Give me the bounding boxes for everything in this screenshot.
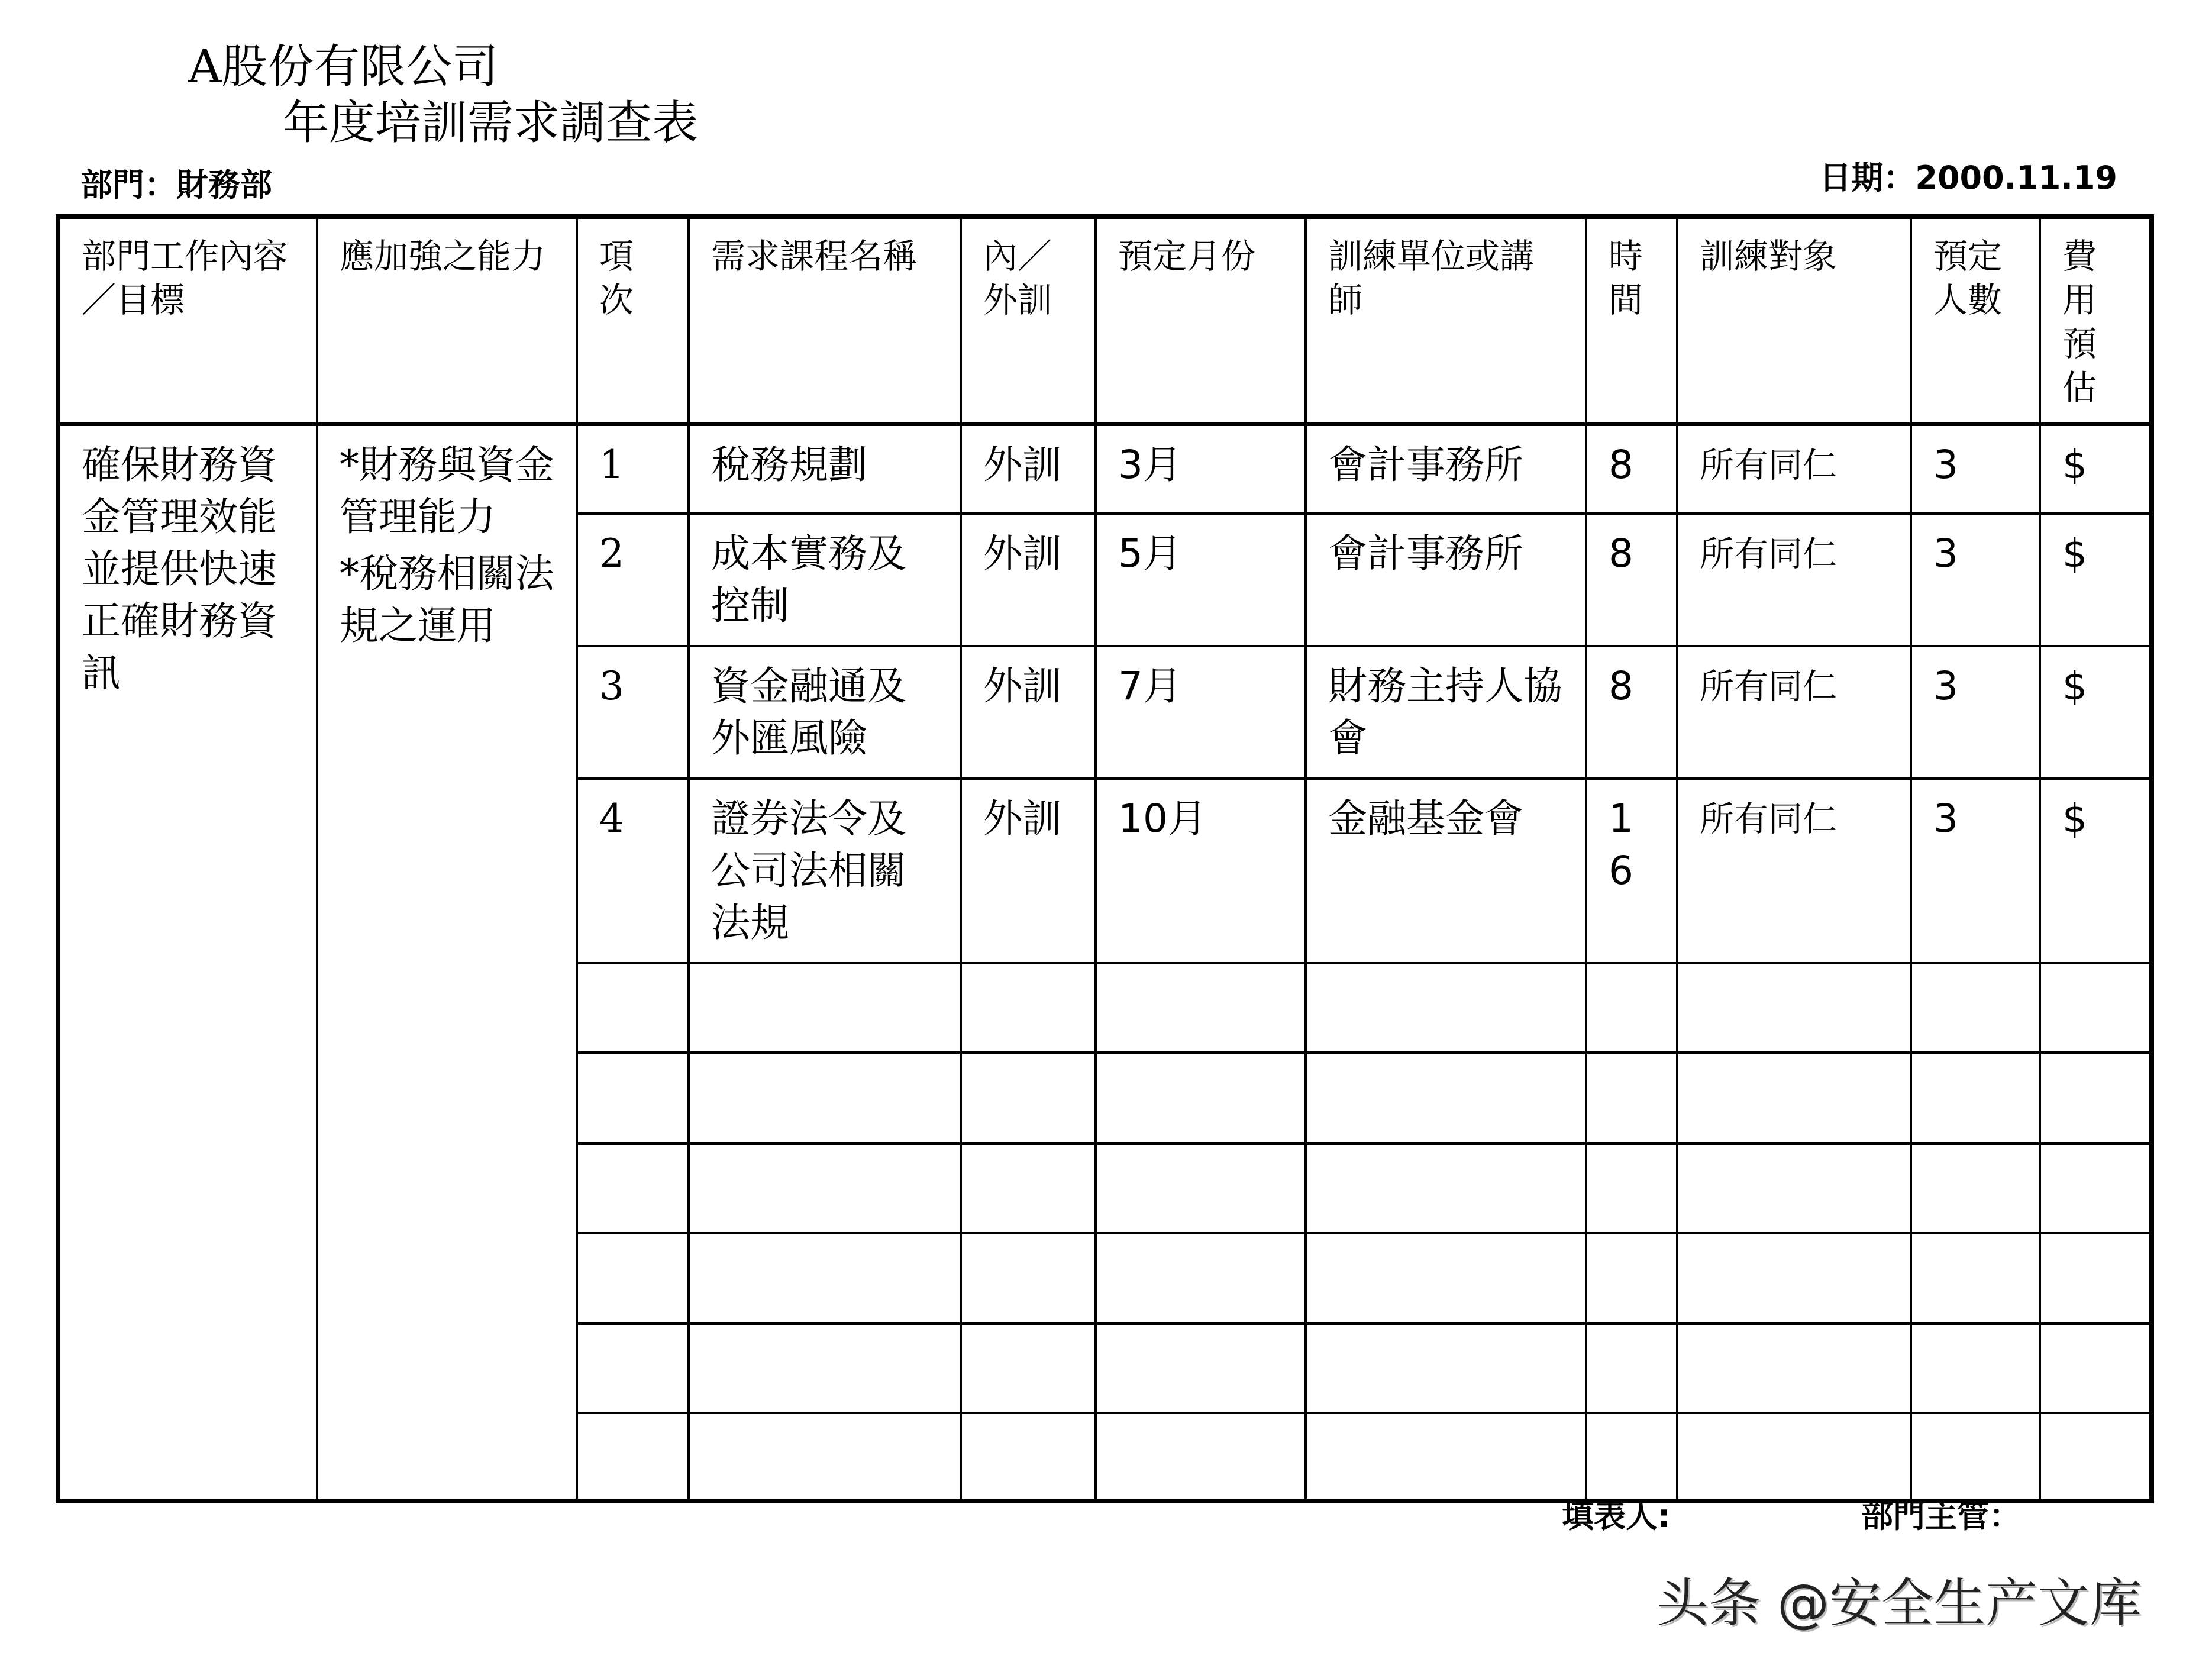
- no-cell: [577, 1413, 689, 1501]
- ability-item: *財務與資金管理能力: [340, 442, 554, 540]
- trainer-cell: [1306, 1413, 1586, 1501]
- trainer-cell: [1306, 1144, 1586, 1233]
- people-cell: 3: [1911, 646, 2040, 779]
- course-cell: [689, 1233, 961, 1324]
- trainer-cell: [1306, 1324, 1586, 1413]
- month-cell: 3月: [1096, 424, 1306, 514]
- target-cell: [1677, 1144, 1911, 1233]
- hours-cell: 8: [1586, 424, 1677, 514]
- course-cell: 成本實務及控制: [689, 514, 961, 646]
- target-cell: [1677, 1413, 1911, 1501]
- hours-cell: [1586, 1053, 1677, 1144]
- column-header: 部門工作內容／目標: [58, 217, 317, 424]
- cost-cell: [2040, 1144, 2152, 1233]
- column-header: 訓練單位或講師: [1306, 217, 1586, 424]
- trainer-cell: 財務主持人協會: [1306, 646, 1586, 779]
- no-cell: 3: [577, 646, 689, 779]
- type-cell: [961, 1233, 1096, 1324]
- target-cell: [1677, 1233, 1911, 1324]
- cost-cell: $: [2040, 646, 2152, 779]
- company-name: A股份有限公司: [188, 40, 499, 93]
- abilities-cell: [317, 424, 577, 1501]
- people-cell: 3: [1911, 779, 2040, 963]
- hours-cell: 16: [1586, 779, 1677, 963]
- trainer-cell: 金融基金會: [1306, 779, 1586, 963]
- column-header: 費用預估: [2040, 217, 2152, 424]
- table-row: [58, 424, 2152, 514]
- type-cell: [961, 1053, 1096, 1144]
- date-label: 日期：2000.11.19: [1819, 159, 2117, 196]
- column-header: 預定月份: [1096, 217, 1306, 424]
- type-cell: 外訓: [961, 514, 1096, 646]
- no-cell: 2: [577, 514, 689, 646]
- no-cell: [577, 1053, 689, 1144]
- goal-cell: 確保財務資金管理效能並提供快速正確財務資訊: [58, 424, 317, 1501]
- column-header: 應加強之能力: [317, 217, 577, 424]
- month-cell: 5月: [1096, 514, 1306, 646]
- type-cell: [961, 1144, 1096, 1233]
- target-cell: 所有同仁: [1677, 424, 1911, 514]
- manager-label: 部門主管：: [1861, 1497, 2021, 1535]
- month-cell: [1096, 1324, 1306, 1413]
- type-cell: 外訓: [961, 424, 1096, 514]
- target-cell: 所有同仁: [1677, 514, 1911, 646]
- no-cell: [577, 1324, 689, 1413]
- month-cell: 10月: [1096, 779, 1306, 963]
- filler-label: 填表人:: [1562, 1497, 1671, 1535]
- month-cell: [1096, 1053, 1306, 1144]
- course-cell: [689, 1324, 961, 1413]
- type-cell: [961, 1324, 1096, 1413]
- type-cell: 外訓: [961, 779, 1096, 963]
- target-cell: 所有同仁: [1677, 646, 1911, 779]
- course-cell: [689, 1144, 961, 1233]
- trainer-cell: 會計事務所: [1306, 514, 1586, 646]
- target-cell: [1677, 1324, 1911, 1413]
- course-cell: 稅務規劃: [689, 424, 961, 514]
- cost-cell: $: [2040, 424, 2152, 514]
- no-cell: [577, 1144, 689, 1233]
- hours-cell: [1586, 963, 1677, 1053]
- month-cell: [1096, 1233, 1306, 1324]
- target-cell: [1677, 963, 1911, 1053]
- no-cell: [577, 1233, 689, 1324]
- hours-cell: [1586, 1413, 1677, 1501]
- cost-cell: [2040, 1053, 2152, 1144]
- month-cell: 7月: [1096, 646, 1306, 779]
- course-cell: [689, 1053, 961, 1144]
- month-cell: [1096, 963, 1306, 1053]
- cost-cell: [2040, 1233, 2152, 1324]
- course-cell: [689, 963, 961, 1053]
- type-cell: 外訓: [961, 646, 1096, 779]
- hours-cell: 8: [1586, 514, 1677, 646]
- people-cell: [1911, 1233, 2040, 1324]
- trainer-cell: 會計事務所: [1306, 424, 1586, 514]
- cost-cell: [2040, 1324, 2152, 1413]
- people-cell: [1911, 1144, 2040, 1233]
- column-header: 需求課程名稱: [689, 217, 961, 424]
- course-cell: 資金融通及外匯風險: [689, 646, 961, 779]
- watermark: 头条 @安全生产文库: [1656, 1573, 2142, 1634]
- hours-cell: [1586, 1324, 1677, 1413]
- column-header: 預定人數: [1911, 217, 2040, 424]
- cost-cell: [2040, 963, 2152, 1053]
- month-cell: [1096, 1144, 1306, 1233]
- column-header: 時間: [1586, 217, 1677, 424]
- type-cell: [961, 963, 1096, 1053]
- training-needs-table: [56, 214, 2154, 1503]
- hours-cell: [1586, 1233, 1677, 1324]
- no-cell: 1: [577, 424, 689, 514]
- cost-cell: $: [2040, 514, 2152, 646]
- people-cell: [1911, 1324, 2040, 1413]
- people-cell: [1911, 1053, 2040, 1144]
- target-cell: [1677, 1053, 1911, 1144]
- cost-cell: [2040, 1413, 2152, 1501]
- course-cell: [689, 1413, 961, 1501]
- target-cell: 所有同仁: [1677, 779, 1911, 963]
- trainer-cell: [1306, 1233, 1586, 1324]
- month-cell: [1096, 1413, 1306, 1501]
- people-cell: [1911, 1413, 2040, 1501]
- form-title: 年度培訓需求調查表: [283, 96, 699, 150]
- header-row: [58, 217, 2152, 424]
- course-cell: 證券法令及公司法相關法規: [689, 779, 961, 963]
- trainer-cell: [1306, 963, 1586, 1053]
- column-header: 內／外訓: [961, 217, 1096, 424]
- people-cell: [1911, 963, 2040, 1053]
- column-header: 訓練對象: [1677, 217, 1911, 424]
- people-cell: 3: [1911, 514, 2040, 646]
- no-cell: [577, 963, 689, 1053]
- trainer-cell: [1306, 1053, 1586, 1144]
- column-header: 項次: [577, 217, 689, 424]
- cost-cell: $: [2040, 779, 2152, 963]
- people-cell: 3: [1911, 424, 2040, 514]
- no-cell: 4: [577, 779, 689, 963]
- ability-item: *稅務相關法規之運用: [340, 551, 554, 648]
- hours-cell: 8: [1586, 646, 1677, 779]
- type-cell: [961, 1413, 1096, 1501]
- hours-cell: [1586, 1144, 1677, 1233]
- department-label: 部門：財務部: [80, 166, 272, 204]
